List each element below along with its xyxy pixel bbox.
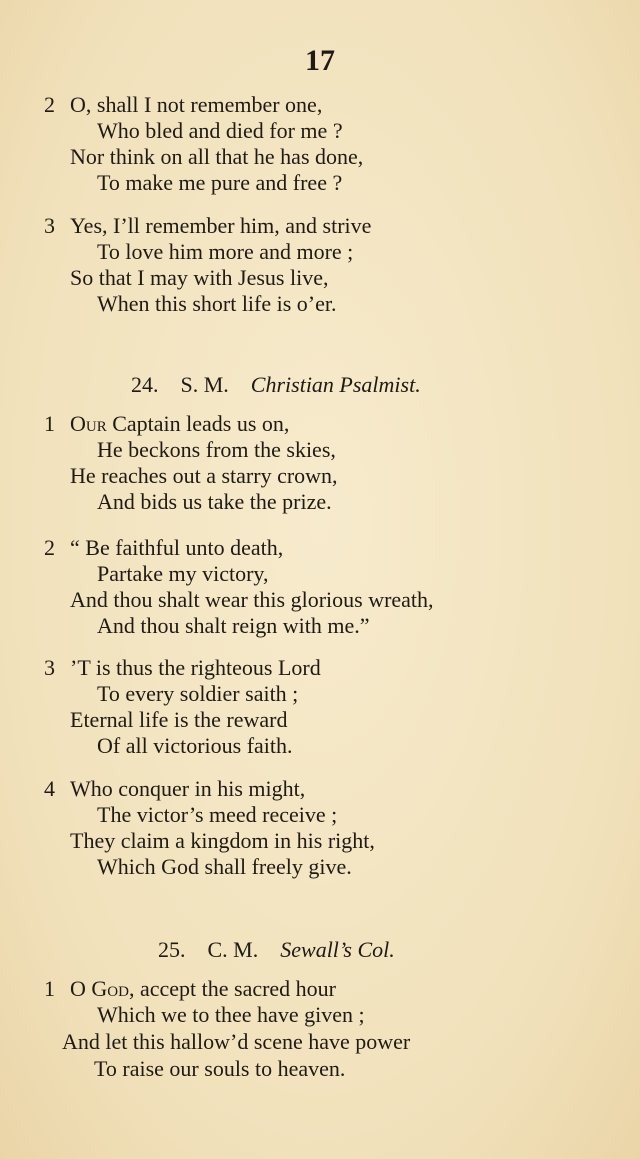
hymn-24-heading — [131, 372, 421, 398]
first-line-start: O — [70, 976, 92, 1001]
verse-line: Which God shall freely give. — [97, 854, 352, 879]
page-number: 17 — [305, 44, 335, 77]
hymn-number: 25. — [158, 937, 186, 962]
stanza-number: 3 — [44, 213, 55, 238]
verse-line: ’T is thus the righteous Lord — [70, 655, 321, 680]
verse-line: The victor’s meed receive ; — [97, 802, 338, 827]
verse-line: He beckons from the skies, — [97, 437, 336, 462]
first-word: Our — [70, 411, 107, 436]
stanza-number: 3 — [44, 655, 55, 680]
verse-line: Eternal life is the reward — [70, 707, 288, 732]
hymn-source: Christian Psalmist. — [250, 372, 421, 397]
hymn-25-heading — [158, 937, 395, 963]
verse-line: He reaches out a starry crown, — [70, 463, 338, 488]
stanza-number: 4 — [44, 776, 55, 801]
verse-line: So that I may with Jesus live, — [70, 265, 329, 290]
verse-line: Who conquer in his might, — [70, 776, 306, 801]
hymn-meter: C. M. — [207, 937, 259, 962]
verse-line: And bids us take the prize. — [97, 489, 332, 514]
verse-line: Who bled and died for me ? — [97, 118, 343, 143]
first-word: God — [91, 976, 129, 1001]
stanza-number: 1 — [44, 411, 55, 436]
hymn-number: 24. — [131, 372, 159, 397]
verse-line: Of all victorious faith. — [97, 733, 293, 758]
verse-line: O, shall I not remember one, — [70, 92, 323, 117]
verse-line: Partake my victory, — [97, 561, 269, 586]
verse-line: To make me pure and free ? — [97, 170, 343, 195]
verse-line: And let this hallow’d scene have power — [62, 1029, 411, 1054]
first-line-rest: Captain leads us on, — [106, 411, 290, 436]
verse-line: “ Be faithful unto death, — [70, 535, 284, 560]
verse-line: Nor think on all that he has done, — [70, 144, 364, 169]
verse-line: To love him more and more ; — [97, 239, 354, 264]
stanza-number: 2 — [44, 92, 55, 117]
verse-line: When this short life is o’er. — [97, 291, 337, 316]
verse-line: Yes, I’ll remember him, and strive — [70, 213, 372, 238]
verse-line: And thou shalt wear this glorious wreath, — [70, 587, 434, 612]
hymn-source: Sewall’s Col. — [280, 937, 395, 962]
verse-line: Which we to thee have given ; — [97, 1002, 365, 1027]
stanza-number: 2 — [44, 535, 55, 560]
verse-line — [70, 411, 289, 437]
verse-line: And thou shalt reign with me.” — [97, 613, 370, 638]
verse-line — [70, 976, 336, 1002]
verse-line: To raise our souls to heaven. — [94, 1056, 346, 1081]
stanza-number: 1 — [44, 976, 55, 1001]
hymn-meter: S. M. — [180, 372, 229, 397]
verse-line: To every soldier saith ; — [97, 681, 299, 706]
first-line-rest: , accept the sacred hour — [128, 976, 337, 1001]
verse-line: They claim a kingdom in his right, — [70, 828, 375, 853]
